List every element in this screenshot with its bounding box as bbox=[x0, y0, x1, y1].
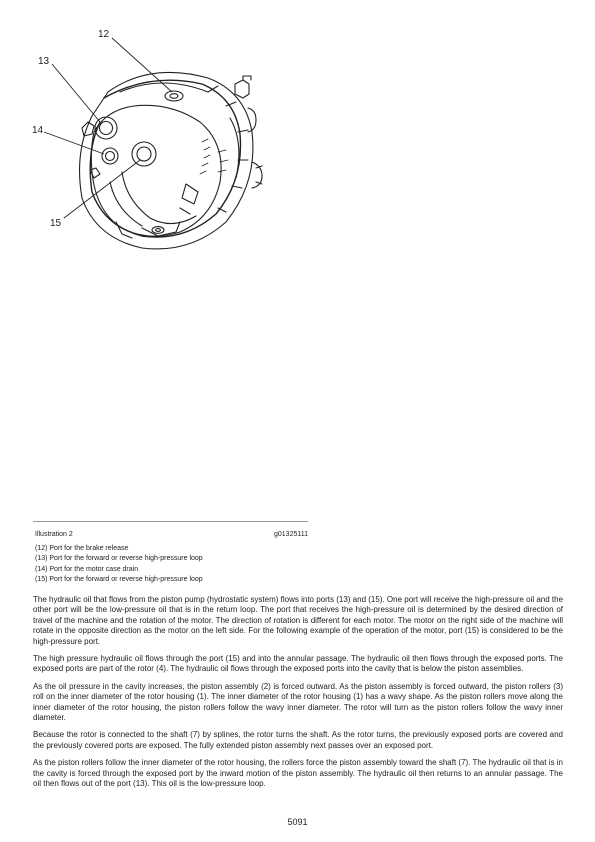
illustration-id: g01325111 bbox=[274, 531, 308, 538]
port-14 bbox=[102, 148, 118, 164]
illustration-legend bbox=[35, 544, 203, 586]
motor-illustration bbox=[30, 22, 280, 257]
port-15 bbox=[132, 142, 156, 166]
legend-item: (13) Port for the forward or reverse high-pressure loop bbox=[35, 555, 203, 563]
body-text bbox=[33, 595, 563, 797]
paragraph: As the oil pressure in the cavity increases, the piston assembly (2) is forced outward. As the piston assembly is forced outward, the piston rollers (3) roll on the inner diameter of the rotor housing (1). The inner diameter of the rotor housing (1) has a wavy shape. As the piston rollers move along the inner diameter of the rotor housing, the piston rollers follow the wavy inner diameter. The rotor will turn as the piston rollers follow the wavy inner diameter. bbox=[33, 681, 563, 723]
leader-15 bbox=[64, 160, 140, 218]
illustration-label: Illustration 2 bbox=[35, 531, 73, 538]
leader-13 bbox=[52, 64, 100, 122]
legend-item: (14) Port for the motor case drain bbox=[35, 565, 139, 573]
callout-13: 13 bbox=[38, 56, 50, 67]
lower-fitting bbox=[252, 162, 262, 188]
hex-fitting-top bbox=[235, 80, 249, 98]
callout-14: 14 bbox=[32, 125, 44, 136]
illustration-caption bbox=[35, 531, 308, 538]
front-face bbox=[91, 105, 221, 236]
legend-item: (12) Port for the brake release bbox=[35, 545, 129, 552]
legend-item: (15) Port for the forward or reverse high-pressure loop bbox=[35, 576, 203, 584]
callout-15: 15 bbox=[50, 218, 62, 229]
page-number: 5091 bbox=[287, 817, 308, 827]
callout-12: 12 bbox=[98, 29, 110, 40]
paragraph: As the piston rollers follow the inner diameter of the rotor housing, the rollers force the piston assembly toward the shaft (7). The hydraulic oil that is in the cavity is forced through the exposed port by the inward motion of the piston assembly. The hydraulic oil then returns to an annular passage. The oil then flows out of the port (13). This oil is the low-pressure loop. bbox=[33, 758, 563, 789]
paragraph: The high pressure hydraulic oil flows through the port (15) and into the annular passage. The hydraulic oil then flows through the exposed ports. The exposed ports are part of the rotor (4). The hydraulic oil flows through the exposed ports into the cavity that is below the piston assemblies. bbox=[33, 654, 563, 674]
paragraph: The hydraulic oil that flows from the piston pump (hydrostatic system) flows into ports (13) and (15). One port will receive the high-pressure oil and the other port will be the low-pressure oil that is in the return loop. The port that receives the high-pressure oil is determined by the desired direction of travel of the machine and the rotation of the motor. The direction of rotation is different for each motor. The motor on the right side of the machine will rotate in the opposite direction as the motor on the left side. For the following example of the operation of the motor, port (15) is considered to be the high-pressure port. bbox=[33, 595, 564, 646]
paragraph: Because the rotor is connected to the shaft (7) by splines, the rotor turns the shaft. As the rotor turns, the previously exposed ports are covered and the previously covered ports are exposed. The fully extended piston assembly next passes over an exposed port. bbox=[33, 730, 563, 750]
caption-divider bbox=[33, 521, 308, 522]
